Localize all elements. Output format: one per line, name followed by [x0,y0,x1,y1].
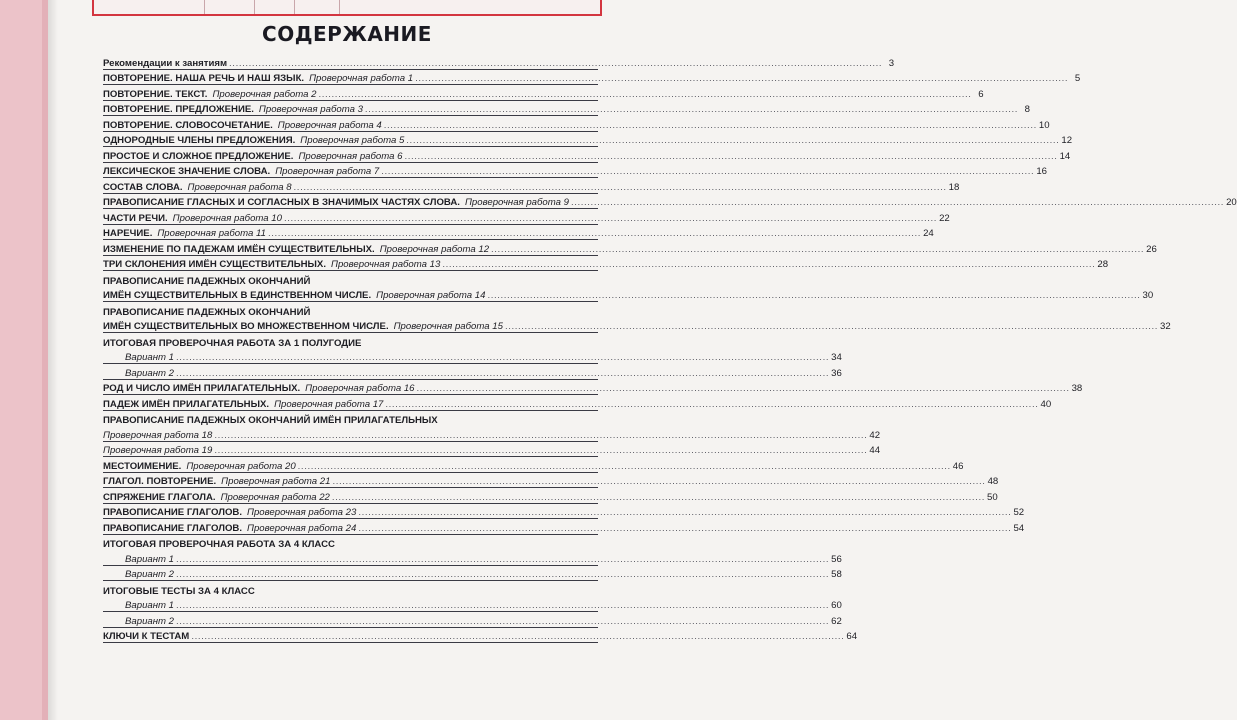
toc-dot-leader: ........................................................................................................................................................................................................ [293,181,947,193]
toc-heading: ПРАВОПИСАНИЕ ПАДЕЖНЫХ ОКОНЧАНИЙ ИМЁН ПРИЛАГАТЕЛЬНЫХ [103,415,438,426]
toc-work-label: Проверочная работа 9 [464,197,569,208]
toc-dot-leader: ........................................................................................................................................................................................................ [404,150,1058,162]
toc-heading: ИТОГОВЫЕ ТЕСТЫ ЗА 4 КЛАСС [103,585,255,597]
toc-heading: ПРАВОПИСАНИЕ ПАДЕЖНЫХ ОКОНЧАНИЙ [103,275,311,287]
toc-dot-leader: ........................................................................................................................................................................................................ [406,135,1060,146]
toc-dot-leader: ........................................................................................................................................................................................................ [442,259,1096,270]
toc-work-label: Проверочная работа 23 [247,507,357,518]
toc-work-label: Проверочная работа 4 [277,119,382,131]
toc-page-number: 62 [831,615,842,627]
toc-dot-leader: ........................................................................................................................................................................................................ [358,507,1012,518]
toc-heading: ИМЁН СУЩЕСТВИТЕЛЬНЫХ В ЕДИНСТВЕННОМ ЧИСЛЕ. [103,290,372,301]
toc-row [103,225,934,241]
toc-work-label: Вариант 1 [125,352,175,363]
toc-page-number: 24 [923,228,934,239]
toc-work-label: Проверочная работа 18 [103,429,213,441]
toc-row [103,147,1071,163]
toc-row [103,612,842,628]
toc-dot-leader: ........................................................................................................................................................................................................ [214,445,868,456]
toc-heading: ПРАВОПИСАНИЕ ПАДЕЖНЫХ ОКОНЧАНИЙ [103,306,311,318]
toc-page-number: 52 [1013,507,1025,518]
toc-row [103,209,950,225]
toc-heading: ЛЕКСИЧЕСКОЕ ЗНАЧЕНИЕ СЛОВА. [103,166,271,177]
toc-work-label: Вариант 1 [125,600,175,611]
toc-page-number: 42 [869,429,881,441]
toc-work-label: Проверочная работа 3 [258,104,363,115]
toc-row [103,488,998,504]
toc-dot-leader: ........................................................................................................................................................................................................ [229,57,883,69]
toc-page-number: 60 [831,600,842,611]
toc-page-number: 38 [1071,383,1083,394]
toc-dot-leader: ........................................................................................................................................................................................................ [176,615,830,627]
toc-heading: КЛЮЧИ К ТЕСТАМ [103,631,190,642]
toc-dot-leader: ........................................................................................................................................................................................................ [331,491,985,503]
toc-heading: СПРЯЖЕНИЕ ГЛАГОЛА. [103,491,216,503]
toc-heading: ОДНОРОДНЫЕ ЧЛЕНЫ ПРЕДЛОЖЕНИЯ. [103,135,296,146]
toc-work-label: Проверочная работа 11 [157,228,266,239]
toc-row [103,442,881,458]
toc-page-number: 16 [1036,166,1047,177]
toc-page-number: 10 [1038,119,1050,131]
toc-dot-leader: ........................................................................................................................................................................................................ [381,166,1035,177]
toc-heading: ПАДЕЖ ИМЁН ПРИЛАГАТЕЛЬНЫХ. [103,398,270,410]
toc-row [103,116,1050,132]
toc-dot-leader: ........................................................................................................................................................................................................ [176,352,830,363]
page-gutter-shadow [48,0,58,720]
toc-work-label: Проверочная работа 21 [221,476,331,487]
toc-dot-leader: ........................................................................................................................................................................................................ [191,631,845,642]
toc-heading: РОД И ЧИСЛО ИМЁН ПРИЛАГАТЕЛЬНЫХ. [103,383,301,394]
toc-work-label: Проверочная работа 10 [172,212,282,224]
toc-heading: МЕСТОИМЕНИЕ. [103,460,182,472]
toc-dot-leader: ........................................................................................................................................................................................................ [487,290,1141,301]
toc-heading: ПОВТОРЕНИЕ. ПРЕДЛОЖЕНИЕ. [103,104,254,115]
toc-dot-leader: ........................................................................................................................................................................................................ [297,460,951,472]
page-title: СОДЕРЖАНИЕ [262,22,432,46]
toc-dot-leader: ........................................................................................................................................................................................................ [214,429,868,441]
toc-work-label: Вариант 2 [125,367,175,379]
toc-row [103,411,598,427]
toc-heading: СОСТАВ СЛОВА. [103,181,183,193]
toc-dot-leader: ........................................................................................................................................................................................................ [358,522,1012,534]
toc-heading: ТРИ СКЛОНЕНИЯ ИМЁН СУЩЕСТВИТЕЛЬНЫХ. [103,259,326,270]
toc-page-number: 30 [1142,290,1154,301]
toc-page-number: 5 [1074,73,1081,84]
toc-row [103,597,842,613]
toc-row [103,271,598,287]
toc-row [103,380,1083,396]
toc-row [103,550,842,566]
toc-work-label: Проверочная работа 2 [212,88,317,100]
toc-work-label: Проверочная работа 19 [103,445,213,456]
toc-page-number: 8 [1024,104,1031,115]
toc-dot-leader: ........................................................................................................................................................................................................ [318,88,972,100]
toc-dot-leader: ........................................................................................................................................................................................................ [364,104,1019,115]
toc-row [103,54,895,70]
toc-row [103,163,1047,179]
toc-work-label: Вариант 2 [125,615,175,627]
toc-dot-leader: ........................................................................................................................................................................................................ [504,321,1159,332]
toc-page-number: 14 [1059,150,1071,162]
toc-work-label: Проверочная работа 17 [274,398,384,410]
toc-heading: ЧАСТИ РЕЧИ. [103,212,168,224]
toc-heading: Рекомендации к занятиям [103,57,228,69]
toc-row [103,194,1237,210]
toc-dot-leader: ........................................................................................................................................................................................................ [570,197,1225,208]
toc-row [103,473,999,489]
toc-page-number: 46 [952,460,964,472]
toc-heading: ПОВТОРЕНИЕ. СЛОВОСОЧЕТАНИЕ. [103,119,273,131]
toc-row [103,85,984,101]
toc-work-label: Проверочная работа 14 [376,290,486,301]
left-pink-margin [0,0,48,720]
toc-heading: ГЛАГОЛ. ПОВТОРЕНИЕ. [103,476,217,487]
toc-row [103,535,598,551]
toc-heading: ИТОГОВАЯ ПРОВЕРОЧНАЯ РАБОТА ЗА 4 КЛАСС [103,539,335,550]
toc-work-label: Проверочная работа 16 [305,383,415,394]
toc-heading: ИЗМЕНЕНИЕ ПО ПАДЕЖАМ ИМЁН СУЩЕСТВИТЕЛЬНЫХ. [103,243,375,255]
toc-page-number: 34 [831,352,842,363]
top-red-table-strip [92,0,602,16]
toc-row [103,566,842,582]
toc-row [103,364,842,380]
toc-row [103,426,881,442]
toc-heading: ПРАВОПИСАНИЕ ГЛАГОЛОВ. [103,507,243,518]
toc-dot-leader: ........................................................................................................................................................................................................ [415,73,1069,84]
toc-page-number: 20 [1226,197,1237,208]
toc-page-number: 18 [948,181,960,193]
toc-page-number: 3 [888,57,895,69]
toc-page-number: 36 [831,367,842,379]
toc-heading: ПРАВОПИСАНИЕ ГЛАСНЫХ И СОГЛАСНЫХ В ЗНАЧИМЫХ ЧАСТЯХ СЛОВА. [103,197,460,208]
toc-page-number: 48 [987,476,999,487]
toc-row [103,519,1025,535]
toc-row [103,349,842,365]
toc-work-label: Вариант 2 [125,569,175,580]
toc-dot-leader: ........................................................................................................................................................................................................ [416,383,1070,394]
toc-row [103,70,1081,86]
toc-heading: ПОВТОРЕНИЕ. ТЕКСТ. [103,88,208,100]
toc-page-number: 26 [1146,243,1157,255]
toc-heading: ПРОСТОЕ И СЛОЖНОЕ ПРЕДЛОЖЕНИЕ. [103,150,294,162]
toc-work-label: Проверочная работа 1 [309,73,414,84]
toc-row [103,132,1073,148]
table-of-contents [103,54,1237,643]
toc-work-label: Проверочная работа 20 [186,460,296,472]
toc-row [103,101,1031,117]
toc-page-number: 22 [939,212,950,224]
toc-work-label: Проверочная работа 8 [187,181,292,193]
toc-page-number: 58 [831,569,842,580]
toc-row [103,457,964,473]
toc-page-number: 44 [869,445,881,456]
toc-dot-leader: ........................................................................................................................................................................................................ [491,243,1145,255]
toc-page-number: 12 [1061,135,1073,146]
toc-work-label: Проверочная работа 6 [298,150,403,162]
toc-heading: ИМЁН СУЩЕСТВИТЕЛЬНЫХ ВО МНОЖЕСТВЕННОМ ЧИСЛЕ. [103,321,389,332]
toc-work-label: Проверочная работа 7 [275,166,380,177]
toc-heading: ПРАВОПИСАНИЕ ГЛАГОЛОВ. [103,522,243,534]
toc-row [103,333,598,349]
toc-dot-leader: ........................................................................................................................................................................................................ [176,569,830,580]
toc-page-number: 32 [1160,321,1171,332]
toc-row [103,178,960,194]
toc-dot-leader: ........................................................................................................................................................................................................ [385,398,1039,410]
toc-row [103,256,1109,272]
toc-dot-leader: ........................................................................................................................................................................................................ [176,553,830,565]
toc-dot-leader: ........................................................................................................................................................................................................ [176,367,830,379]
toc-work-label: Проверочная работа 12 [379,243,490,255]
toc-dot-leader: ........................................................................................................................................................................................................ [383,119,1037,131]
toc-work-label: Проверочная работа 15 [393,321,503,332]
toc-row [103,628,858,644]
toc-row [103,240,1157,256]
toc-page-number: 56 [831,553,842,565]
toc-page-number: 6 [978,88,984,100]
toc-page-number: 28 [1097,259,1109,270]
toc-row [103,395,1052,411]
toc-heading: ПОВТОРЕНИЕ. НАША РЕЧЬ И НАШ ЯЗЫК. [103,73,305,84]
toc-row [103,302,598,318]
toc-heading: НАРЕЧИЕ. [103,228,153,239]
toc-page-number: 54 [1013,522,1025,534]
toc-row [103,504,1025,520]
toc-work-label: Проверочная работа 22 [220,491,330,503]
toc-dot-leader: ........................................................................................................................................................................................................ [176,600,830,611]
toc-work-label: Проверочная работа 5 [300,135,405,146]
toc-page-number: 40 [1040,398,1052,410]
toc-work-label: Проверочная работа 24 [247,522,357,534]
toc-row [103,581,598,597]
toc-dot-leader: ........................................................................................................................................................................................................ [283,212,938,224]
toc-heading: ИТОГОВАЯ ПРОВЕРОЧНАЯ РАБОТА ЗА 1 ПОЛУГОДИЕ [103,337,362,349]
toc-row [103,287,1154,303]
toc-dot-leader: ........................................................................................................................................................................................................ [267,228,922,239]
toc-work-label: Проверочная работа 13 [331,259,441,270]
toc-row [103,318,1171,334]
toc-page-number: 50 [986,491,998,503]
toc-work-label: Вариант 1 [125,553,175,565]
toc-page-number: 64 [846,631,858,642]
toc-dot-leader: ........................................................................................................................................................................................................ [332,476,986,487]
